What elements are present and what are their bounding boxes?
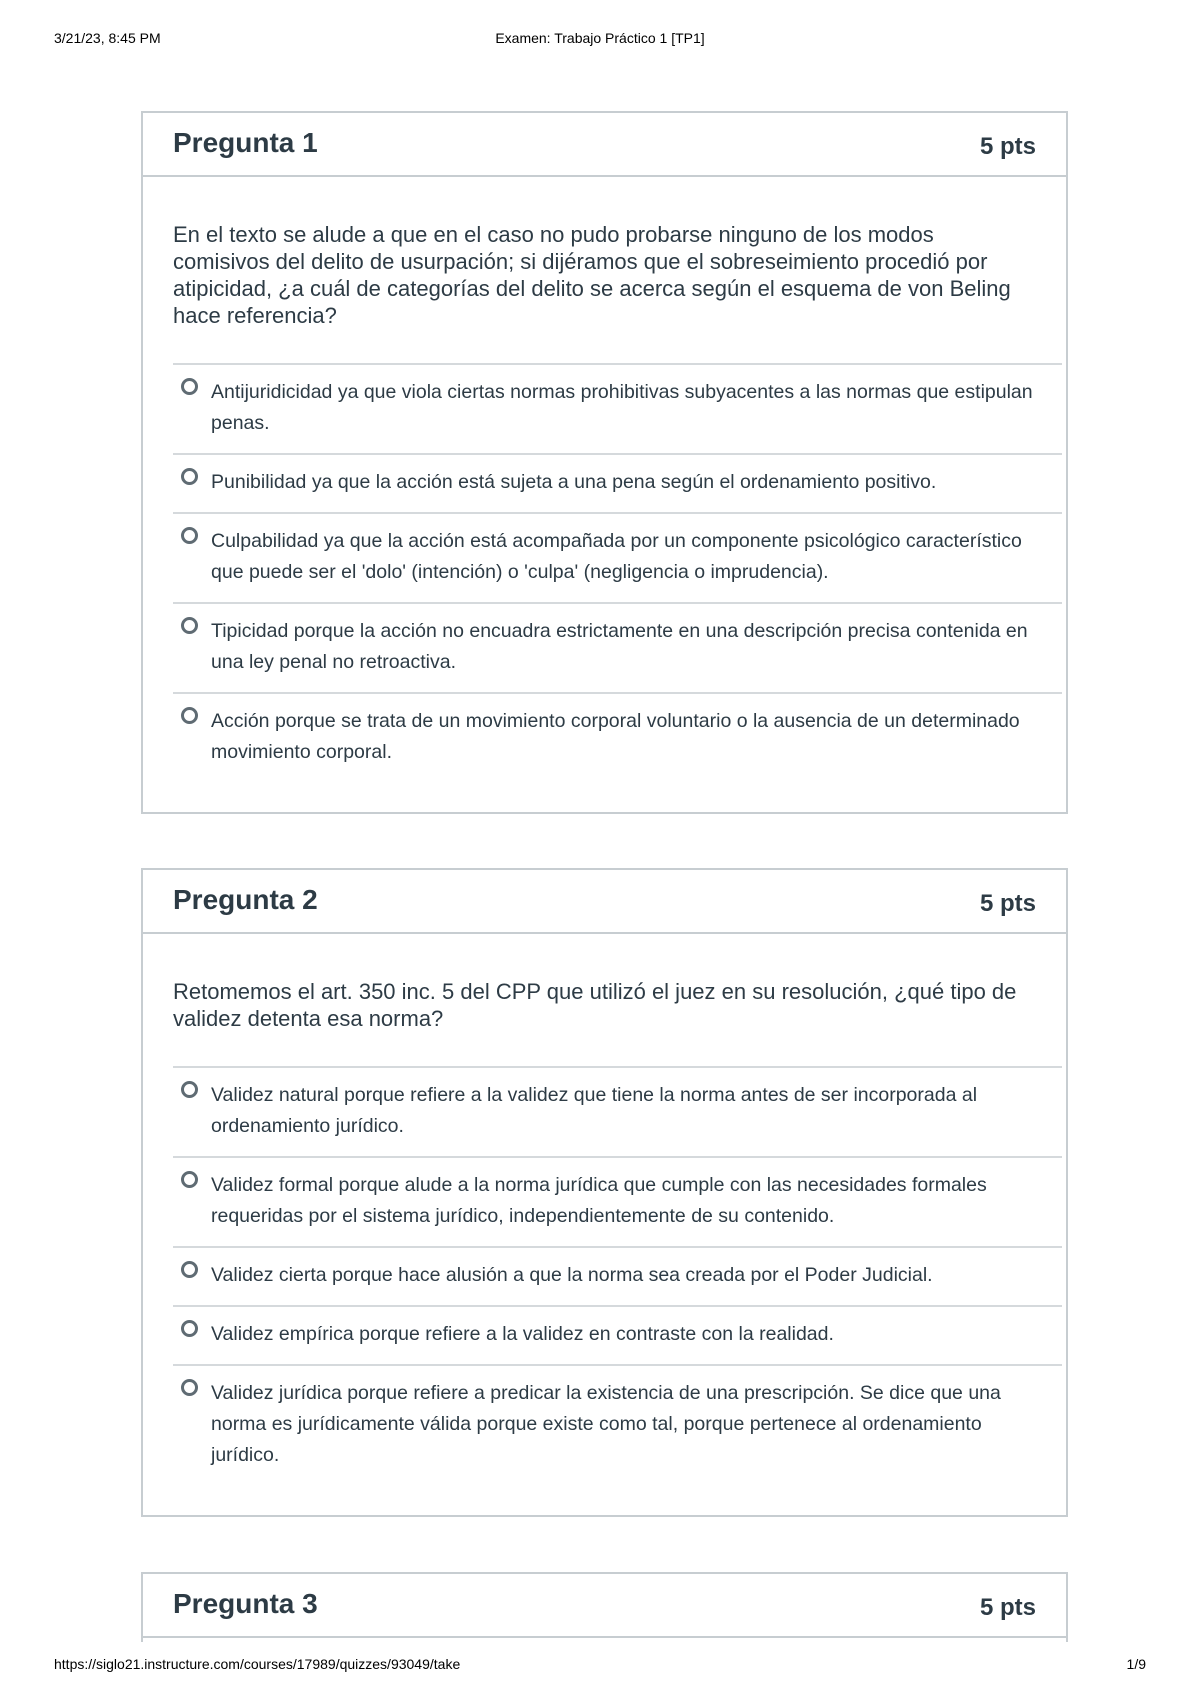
answer-label: Antijuridicidad ya que viola ciertas normas prohibitivas subyacentes a las normas que estipulan penas. xyxy=(211,381,1033,434)
answer-option-4[interactable] xyxy=(173,1307,1062,1366)
answer-label: Validez natural porque refiere a la validez que tiene la norma antes de ser incorporada al ordenamiento jurídico. xyxy=(211,1084,978,1137)
answer-option-1[interactable] xyxy=(173,1068,1062,1158)
print-datetime: 3/21/23, 8:45 PM xyxy=(54,30,161,46)
radio-button-icon[interactable] xyxy=(181,1379,198,1396)
answer-label: Tipicidad porque la acción no encuadra estrictamente en una descripción precisa contenida en una ley penal no retroactiva. xyxy=(211,620,1028,673)
print-header xyxy=(54,30,1146,48)
answer-label: Validez cierta porque hace alusión a que la norma sea creada por el Poder Judicial. xyxy=(211,1264,933,1286)
answer-option-5[interactable] xyxy=(173,1366,1062,1485)
radio-button-icon[interactable] xyxy=(181,527,198,544)
radio-button-icon[interactable] xyxy=(181,1320,198,1337)
answer-option-5[interactable] xyxy=(173,694,1062,782)
answer-option-1[interactable] xyxy=(173,365,1062,455)
radio-button-icon[interactable] xyxy=(181,378,198,395)
question-title: Pregunta 1 xyxy=(173,127,318,158)
radio-button-icon[interactable] xyxy=(181,1171,198,1188)
radio-button-icon[interactable] xyxy=(181,1081,198,1098)
answer-option-3[interactable] xyxy=(173,1248,1062,1307)
question-points: 5 pts xyxy=(979,133,1036,160)
answer-option-2[interactable] xyxy=(173,1158,1062,1248)
answer-label: Punibilidad ya que la acción está sujeta a una pena según el ordenamiento positivo. xyxy=(211,471,937,493)
question-header xyxy=(143,113,1066,177)
answer-list xyxy=(173,363,1062,782)
answer-option-2[interactable] xyxy=(173,455,1062,514)
radio-button-icon[interactable] xyxy=(181,617,198,634)
answer-label: Validez formal porque alude a la norma jurídica que cumple con las necesidades formales requeridas por el sistema jurídico, independientemente de su contenido. xyxy=(211,1174,987,1227)
question-text: En el texto se alude a que en el caso no pudo probarse ninguno de los modos comisivos del delito de usurpación; si dijéramos que el sobreseimiento procedió por atipicidad, ¿a cuál de categorías del delito se acerca según el esquema de von Beling hace referencia? xyxy=(173,222,1011,328)
answer-label: Acción porque se trata de un movimiento corporal voluntario o la ausencia de un determinado movimiento corporal. xyxy=(211,710,1020,763)
radio-button-icon[interactable] xyxy=(181,707,198,724)
question-header xyxy=(143,1574,1066,1638)
answer-option-4[interactable] xyxy=(173,604,1062,694)
answer-label: Validez jurídica porque refiere a predicar la existencia de una prescripción. Se dice que una norma es jurídicamente válida porque existe como tal, porque pertenece al ordenamiento jurídico. xyxy=(211,1382,1001,1466)
print-page-title: Examen: Trabajo Práctico 1 [TP1] xyxy=(495,30,705,46)
question-text: Retomemos el art. 350 inc. 5 del CPP que utilizó el juez en su resolución, ¿qué tipo de validez detenta esa norma? xyxy=(173,979,1017,1031)
question-2 xyxy=(141,868,1068,1517)
radio-button-icon[interactable] xyxy=(181,1261,198,1278)
answer-list xyxy=(173,1066,1062,1485)
print-page-number: 1/9 xyxy=(1126,1656,1146,1672)
answer-option-3[interactable] xyxy=(173,514,1062,604)
question-1 xyxy=(141,111,1068,814)
question-title: Pregunta 3 xyxy=(173,1588,318,1619)
question-body xyxy=(143,934,1066,1515)
print-footer xyxy=(54,1656,1146,1674)
question-points: 5 pts xyxy=(979,1594,1036,1621)
answer-label: Validez empírica porque refiere a la validez en contraste con la realidad. xyxy=(211,1323,834,1345)
radio-button-icon[interactable] xyxy=(181,468,198,485)
print-url: https://siglo21.instructure.com/courses/17989/quizzes/93049/take xyxy=(54,1656,461,1672)
question-header xyxy=(143,870,1066,934)
question-points: 5 pts xyxy=(979,890,1036,917)
question-body xyxy=(143,177,1066,812)
question-3 xyxy=(141,1572,1068,1642)
question-title: Pregunta 2 xyxy=(173,884,318,915)
answer-label: Culpabilidad ya que la acción está acompañada por un componente psicológico característico que puede ser el 'dolo' (intención) o 'culpa' (negligencia o imprudencia). xyxy=(211,530,1022,583)
